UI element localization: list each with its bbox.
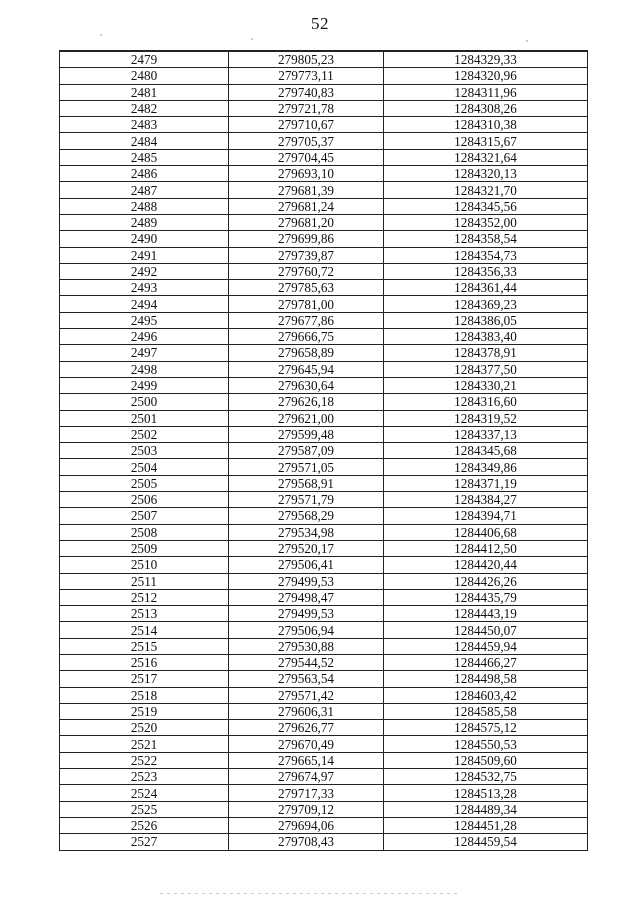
y-coordinate-cell: 1284345,56 <box>384 198 588 214</box>
table-row <box>60 720 588 736</box>
y-coordinate-cell: 1284378,91 <box>384 345 588 361</box>
point-number-cell: 2517 <box>60 671 229 687</box>
point-number-cell: 2506 <box>60 492 229 508</box>
x-coordinate-cell: 279499,53 <box>229 573 384 589</box>
table-row <box>60 459 588 475</box>
y-coordinate-cell: 1284426,26 <box>384 573 588 589</box>
table-row <box>60 296 588 312</box>
point-number-cell: 2514 <box>60 622 229 638</box>
point-number-cell: 2518 <box>60 687 229 703</box>
x-coordinate-cell: 279571,42 <box>229 687 384 703</box>
x-coordinate-cell: 279506,41 <box>229 557 384 573</box>
x-coordinate-cell: 279626,77 <box>229 720 384 736</box>
table-row <box>60 231 588 247</box>
table-row <box>60 329 588 345</box>
x-coordinate-cell: 279681,39 <box>229 182 384 198</box>
table-row <box>60 443 588 459</box>
x-coordinate-cell: 279721,78 <box>229 100 384 116</box>
y-coordinate-cell: 1284308,26 <box>384 100 588 116</box>
y-coordinate-cell: 1284532,75 <box>384 769 588 785</box>
point-number-cell: 2513 <box>60 606 229 622</box>
table-row <box>60 377 588 393</box>
point-number-cell: 2502 <box>60 426 229 442</box>
table-row <box>60 703 588 719</box>
x-coordinate-cell: 279681,24 <box>229 198 384 214</box>
x-coordinate-cell: 279739,87 <box>229 247 384 263</box>
y-coordinate-cell: 1284603,42 <box>384 687 588 703</box>
y-coordinate-cell: 1284320,13 <box>384 166 588 182</box>
y-coordinate-cell: 1284394,71 <box>384 508 588 524</box>
point-number-cell: 2490 <box>60 231 229 247</box>
y-coordinate-cell: 1284337,13 <box>384 426 588 442</box>
point-number-cell: 2503 <box>60 443 229 459</box>
table-row <box>60 769 588 785</box>
table-row <box>60 214 588 230</box>
table-row <box>60 100 588 116</box>
point-number-cell: 2501 <box>60 410 229 426</box>
point-number-cell: 2484 <box>60 133 229 149</box>
point-number-cell: 2495 <box>60 312 229 328</box>
point-number-cell: 2507 <box>60 508 229 524</box>
x-coordinate-cell: 279626,18 <box>229 394 384 410</box>
x-coordinate-cell: 279571,79 <box>229 492 384 508</box>
x-coordinate-cell: 279530,88 <box>229 638 384 654</box>
x-coordinate-cell: 279568,29 <box>229 508 384 524</box>
table-row <box>60 84 588 100</box>
table-row <box>60 524 588 540</box>
table-row <box>60 361 588 377</box>
table-row <box>60 801 588 817</box>
x-coordinate-cell: 279785,63 <box>229 280 384 296</box>
y-coordinate-cell: 1284459,54 <box>384 834 588 850</box>
y-coordinate-cell: 1284451,28 <box>384 817 588 833</box>
table-row <box>60 68 588 84</box>
table-row <box>60 736 588 752</box>
table-row <box>60 638 588 654</box>
table-row <box>60 508 588 524</box>
table-row <box>60 654 588 670</box>
x-coordinate-cell: 279781,00 <box>229 296 384 312</box>
table-row <box>60 198 588 214</box>
x-coordinate-cell: 279499,53 <box>229 606 384 622</box>
table-row <box>60 182 588 198</box>
point-number-cell: 2521 <box>60 736 229 752</box>
table-row <box>60 557 588 573</box>
x-coordinate-cell: 279666,75 <box>229 329 384 345</box>
x-coordinate-cell: 279681,20 <box>229 214 384 230</box>
y-coordinate-cell: 1284356,33 <box>384 263 588 279</box>
y-coordinate-cell: 1284420,44 <box>384 557 588 573</box>
y-coordinate-cell: 1284320,96 <box>384 68 588 84</box>
y-coordinate-cell: 1284371,19 <box>384 475 588 491</box>
y-coordinate-cell: 1284321,70 <box>384 182 588 198</box>
y-coordinate-cell: 1284316,60 <box>384 394 588 410</box>
point-number-cell: 2485 <box>60 149 229 165</box>
point-number-cell: 2525 <box>60 801 229 817</box>
point-number-cell: 2487 <box>60 182 229 198</box>
y-coordinate-cell: 1284384,27 <box>384 492 588 508</box>
table-row <box>60 622 588 638</box>
x-coordinate-cell: 279568,91 <box>229 475 384 491</box>
point-number-cell: 2483 <box>60 117 229 133</box>
x-coordinate-cell: 279571,05 <box>229 459 384 475</box>
x-coordinate-cell: 279760,72 <box>229 263 384 279</box>
x-coordinate-cell: 279704,45 <box>229 149 384 165</box>
x-coordinate-cell: 279693,10 <box>229 166 384 182</box>
x-coordinate-cell: 279498,47 <box>229 589 384 605</box>
point-number-cell: 2494 <box>60 296 229 312</box>
x-coordinate-cell: 279805,23 <box>229 51 384 68</box>
table-row <box>60 345 588 361</box>
table-row <box>60 589 588 605</box>
x-coordinate-cell: 279645,94 <box>229 361 384 377</box>
y-coordinate-cell: 1284386,05 <box>384 312 588 328</box>
point-number-cell: 2524 <box>60 785 229 801</box>
table-row <box>60 475 588 491</box>
y-coordinate-cell: 1284383,40 <box>384 329 588 345</box>
y-coordinate-cell: 1284498,58 <box>384 671 588 687</box>
y-coordinate-cell: 1284321,64 <box>384 149 588 165</box>
table-row <box>60 671 588 687</box>
y-coordinate-cell: 1284412,50 <box>384 540 588 556</box>
table-row <box>60 133 588 149</box>
y-coordinate-cell: 1284358,54 <box>384 231 588 247</box>
table-row <box>60 263 588 279</box>
point-number-cell: 2526 <box>60 817 229 833</box>
y-coordinate-cell: 1284345,68 <box>384 443 588 459</box>
point-number-cell: 2515 <box>60 638 229 654</box>
table-row <box>60 492 588 508</box>
y-coordinate-cell: 1284550,53 <box>384 736 588 752</box>
table-row <box>60 817 588 833</box>
x-coordinate-cell: 279599,48 <box>229 426 384 442</box>
point-number-cell: 2509 <box>60 540 229 556</box>
y-coordinate-cell: 1284311,96 <box>384 84 588 100</box>
point-number-cell: 2486 <box>60 166 229 182</box>
point-number-cell: 2504 <box>60 459 229 475</box>
point-number-cell: 2508 <box>60 524 229 540</box>
table-row <box>60 166 588 182</box>
x-coordinate-cell: 279677,86 <box>229 312 384 328</box>
x-coordinate-cell: 279694,06 <box>229 817 384 833</box>
y-coordinate-cell: 1284310,38 <box>384 117 588 133</box>
y-coordinate-cell: 1284349,86 <box>384 459 588 475</box>
scan-edge-mark <box>160 893 460 894</box>
point-number-cell: 2488 <box>60 198 229 214</box>
y-coordinate-cell: 1284459,94 <box>384 638 588 654</box>
point-number-cell: 2491 <box>60 247 229 263</box>
point-number-cell: 2481 <box>60 84 229 100</box>
y-coordinate-cell: 1284352,00 <box>384 214 588 230</box>
x-coordinate-cell: 279534,98 <box>229 524 384 540</box>
point-number-cell: 2523 <box>60 769 229 785</box>
scan-speck <box>526 40 528 42</box>
x-coordinate-cell: 279563,54 <box>229 671 384 687</box>
point-number-cell: 2527 <box>60 834 229 850</box>
table-row <box>60 280 588 296</box>
x-coordinate-cell: 279717,33 <box>229 785 384 801</box>
x-coordinate-cell: 279506,94 <box>229 622 384 638</box>
table-row <box>60 149 588 165</box>
x-coordinate-cell: 279709,12 <box>229 801 384 817</box>
x-coordinate-cell: 279621,00 <box>229 410 384 426</box>
table-row <box>60 410 588 426</box>
point-number-cell: 2500 <box>60 394 229 410</box>
y-coordinate-cell: 1284319,52 <box>384 410 588 426</box>
point-number-cell: 2510 <box>60 557 229 573</box>
point-number-cell: 2497 <box>60 345 229 361</box>
table-row <box>60 573 588 589</box>
y-coordinate-cell: 1284406,68 <box>384 524 588 540</box>
point-number-cell: 2511 <box>60 573 229 589</box>
x-coordinate-cell: 279606,31 <box>229 703 384 719</box>
point-number-cell: 2516 <box>60 654 229 670</box>
y-coordinate-cell: 1284329,33 <box>384 51 588 68</box>
x-coordinate-cell: 279544,52 <box>229 654 384 670</box>
y-coordinate-cell: 1284575,12 <box>384 720 588 736</box>
table-row <box>60 51 588 68</box>
table-row <box>60 687 588 703</box>
x-coordinate-cell: 279705,37 <box>229 133 384 149</box>
table-row <box>60 312 588 328</box>
coordinates-table-body <box>60 51 588 850</box>
page-number: 52 <box>311 14 329 33</box>
y-coordinate-cell: 1284377,50 <box>384 361 588 377</box>
table-row <box>60 394 588 410</box>
point-number-cell: 2480 <box>60 68 229 84</box>
y-coordinate-cell: 1284466,27 <box>384 654 588 670</box>
coordinates-table <box>59 50 588 851</box>
table-row <box>60 752 588 768</box>
table-row <box>60 117 588 133</box>
y-coordinate-cell: 1284509,60 <box>384 752 588 768</box>
y-coordinate-cell: 1284489,34 <box>384 801 588 817</box>
point-number-cell: 2496 <box>60 329 229 345</box>
x-coordinate-cell: 279658,89 <box>229 345 384 361</box>
scan-speck <box>100 34 102 36</box>
point-number-cell: 2492 <box>60 263 229 279</box>
table-row <box>60 785 588 801</box>
y-coordinate-cell: 1284435,79 <box>384 589 588 605</box>
point-number-cell: 2493 <box>60 280 229 296</box>
x-coordinate-cell: 279674,97 <box>229 769 384 785</box>
table-row <box>60 247 588 263</box>
y-coordinate-cell: 1284330,21 <box>384 377 588 393</box>
point-number-cell: 2498 <box>60 361 229 377</box>
table-row <box>60 426 588 442</box>
y-coordinate-cell: 1284443,19 <box>384 606 588 622</box>
y-coordinate-cell: 1284585,58 <box>384 703 588 719</box>
y-coordinate-cell: 1284315,67 <box>384 133 588 149</box>
y-coordinate-cell: 1284450,07 <box>384 622 588 638</box>
point-number-cell: 2505 <box>60 475 229 491</box>
scan-speck <box>251 38 253 40</box>
table-row <box>60 606 588 622</box>
y-coordinate-cell: 1284361,44 <box>384 280 588 296</box>
y-coordinate-cell: 1284369,23 <box>384 296 588 312</box>
point-number-cell: 2519 <box>60 703 229 719</box>
y-coordinate-cell: 1284354,73 <box>384 247 588 263</box>
y-coordinate-cell: 1284513,28 <box>384 785 588 801</box>
x-coordinate-cell: 279670,49 <box>229 736 384 752</box>
x-coordinate-cell: 279773,11 <box>229 68 384 84</box>
point-number-cell: 2499 <box>60 377 229 393</box>
x-coordinate-cell: 279587,09 <box>229 443 384 459</box>
x-coordinate-cell: 279699,86 <box>229 231 384 247</box>
x-coordinate-cell: 279520,17 <box>229 540 384 556</box>
point-number-cell: 2489 <box>60 214 229 230</box>
x-coordinate-cell: 279708,43 <box>229 834 384 850</box>
point-number-cell: 2512 <box>60 589 229 605</box>
x-coordinate-cell: 279665,14 <box>229 752 384 768</box>
point-number-cell: 2522 <box>60 752 229 768</box>
point-number-cell: 2479 <box>60 51 229 68</box>
x-coordinate-cell: 279630,64 <box>229 377 384 393</box>
x-coordinate-cell: 279740,83 <box>229 84 384 100</box>
table-row <box>60 834 588 850</box>
coordinates-table-container <box>59 50 587 851</box>
x-coordinate-cell: 279710,67 <box>229 117 384 133</box>
table-row <box>60 540 588 556</box>
point-number-cell: 2520 <box>60 720 229 736</box>
point-number-cell: 2482 <box>60 100 229 116</box>
